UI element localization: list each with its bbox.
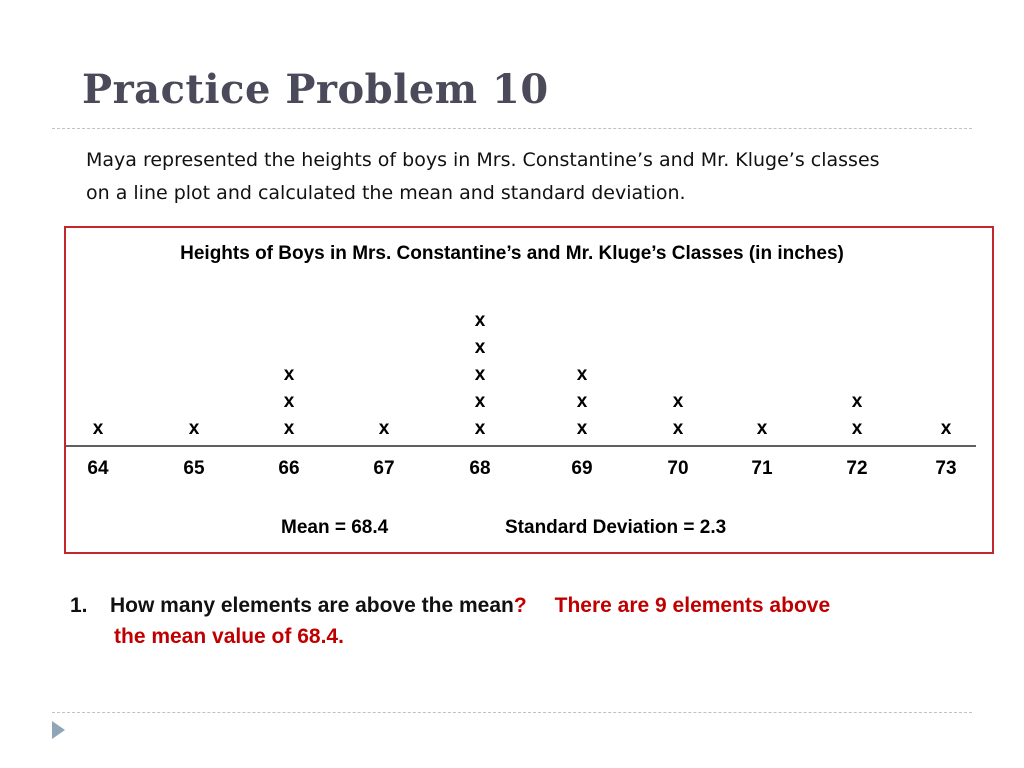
intro-text: [86, 144, 946, 210]
tick-label: 73: [935, 458, 957, 479]
tick-label: 67: [373, 458, 395, 479]
tick-label: 71: [751, 458, 773, 479]
intro-line-1: Maya represented the heights of boys in Mrs. Constantine’s and Mr. Kluge’s classes: [86, 149, 880, 171]
plot-mark-x: x: [940, 418, 952, 439]
bottom-divider: [52, 712, 972, 713]
plot-mark-x: x: [92, 418, 104, 439]
tick-label: 69: [571, 458, 593, 479]
answer-line-1: There are 9 elements above: [554, 594, 831, 617]
plot-mark-x: x: [283, 364, 295, 385]
plot-marks: [93, 310, 952, 439]
line-plot: [66, 300, 992, 490]
plot-mark-x: x: [378, 418, 390, 439]
plot-mark-x: x: [576, 418, 588, 439]
plot-title: Heights of Boys in Mrs. Constantine’s and Mr. Kluge’s Classes (in inches): [180, 243, 844, 264]
plot-mark-x: x: [851, 418, 863, 439]
tick-label: 68: [469, 458, 491, 479]
intro-line-2: on a line plot and calculated the mean and standard deviation.: [86, 182, 686, 204]
slide-title: Practice Problem 10: [82, 66, 549, 113]
mean-label: Mean = 68.4: [281, 517, 389, 538]
question-number: 1.: [70, 594, 88, 617]
question-text: How many elements are above the mean: [110, 594, 514, 617]
next-slide-icon[interactable]: [52, 721, 65, 739]
question-mark: ?: [513, 594, 527, 617]
sd-label: Standard Deviation = 2.3: [505, 517, 727, 538]
plot-mark-x: x: [672, 418, 684, 439]
question-line-1: [110, 590, 830, 621]
tick-label: 64: [87, 458, 109, 479]
plot-mark-x: x: [672, 391, 684, 412]
plot-mark-x: x: [851, 391, 863, 412]
tick-label: 72: [846, 458, 868, 479]
plot-mark-x: x: [576, 391, 588, 412]
plot-mark-x: x: [474, 364, 486, 385]
tick-label: 65: [183, 458, 205, 479]
plot-mark-x: x: [474, 337, 486, 358]
tick-labels: [87, 458, 956, 479]
plot-mark-x: x: [283, 391, 295, 412]
tick-label: 66: [278, 458, 300, 479]
plot-mark-x: x: [756, 418, 768, 439]
tick-label: 70: [667, 458, 689, 479]
plot-mark-x: x: [474, 310, 486, 331]
plot-mark-x: x: [188, 418, 200, 439]
answer-line-2: the mean value of 68.4.: [114, 625, 344, 648]
plot-mark-x: x: [474, 391, 486, 412]
plot-mark-x: x: [576, 364, 588, 385]
plot-mark-x: x: [283, 418, 295, 439]
plot-mark-x: x: [474, 418, 486, 439]
top-divider: [52, 128, 972, 129]
